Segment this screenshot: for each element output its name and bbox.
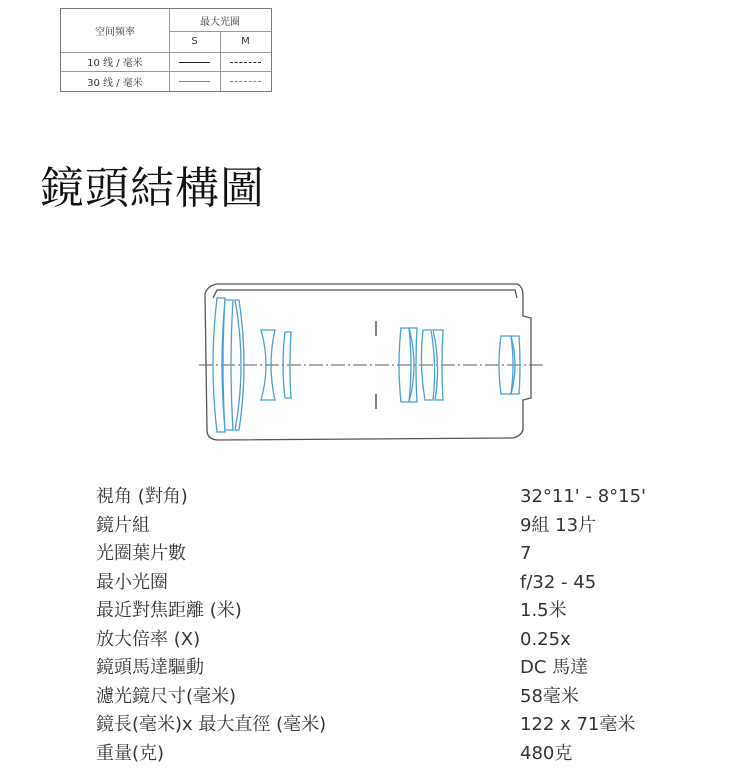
spec-label: 鏡頭馬達驅動 bbox=[96, 657, 204, 678]
spec-label: 光圈葉片數 bbox=[96, 543, 186, 564]
swatch-10-solid bbox=[179, 62, 210, 63]
spec-label: 鏡長(毫米)x 最大直徑 (毫米) bbox=[96, 714, 327, 735]
row-label-30: 30 线 / 毫米 bbox=[87, 77, 143, 89]
spec-label: 放大倍率 (X) bbox=[96, 628, 201, 650]
spec-value: 32°11' - 8°15' bbox=[520, 486, 646, 507]
spec-value: DC 馬達 bbox=[520, 657, 589, 678]
swatch-30-dashed bbox=[230, 81, 261, 82]
lens-construction-diagram bbox=[195, 268, 550, 453]
spec-row bbox=[96, 540, 696, 569]
spec-row bbox=[96, 683, 696, 712]
spec-label: 最近對焦距離 (米) bbox=[96, 600, 242, 621]
spec-value: 7 bbox=[520, 543, 532, 564]
spec-row bbox=[96, 711, 696, 740]
spec-value: 122 x 71毫米 bbox=[520, 714, 636, 735]
spec-label: 最小光圈 bbox=[96, 571, 168, 593]
header-frequency: 空间频率 bbox=[95, 27, 135, 38]
page-title: 鏡頭結構圖 bbox=[40, 163, 265, 214]
header-col-s: S bbox=[191, 36, 198, 47]
lens-barrel-outline bbox=[205, 284, 531, 440]
header-aperture: 最大光圈 bbox=[200, 16, 240, 28]
spec-row bbox=[96, 483, 696, 512]
spec-value: 1.5米 bbox=[520, 600, 567, 621]
spec-table bbox=[96, 483, 696, 768]
spec-row bbox=[96, 626, 696, 655]
spec-value: 58毫米 bbox=[520, 685, 579, 707]
swatch-30-solid bbox=[179, 81, 210, 82]
spec-value: f/32 - 45 bbox=[520, 571, 597, 593]
spec-row bbox=[96, 654, 696, 683]
spec-label: 鏡片組 bbox=[96, 514, 150, 536]
row-label-10: 10 线 / 毫米 bbox=[87, 58, 143, 69]
spec-row bbox=[96, 597, 696, 626]
spec-label: 重量(克) bbox=[96, 742, 165, 764]
mtf-legend-table bbox=[60, 8, 272, 92]
spec-value: 480克 bbox=[520, 742, 573, 764]
spec-label: 濾光鏡尺寸(毫米) bbox=[96, 685, 237, 707]
swatch-10-dashed bbox=[230, 62, 261, 63]
spec-value: 0.25x bbox=[520, 628, 571, 650]
header-col-m: M bbox=[241, 36, 250, 47]
spec-value: 9組 13片 bbox=[520, 514, 597, 536]
spec-row bbox=[96, 512, 696, 541]
spec-row bbox=[96, 740, 696, 769]
spec-label: 視角 (對角) bbox=[96, 486, 188, 507]
spec-row bbox=[96, 569, 696, 598]
